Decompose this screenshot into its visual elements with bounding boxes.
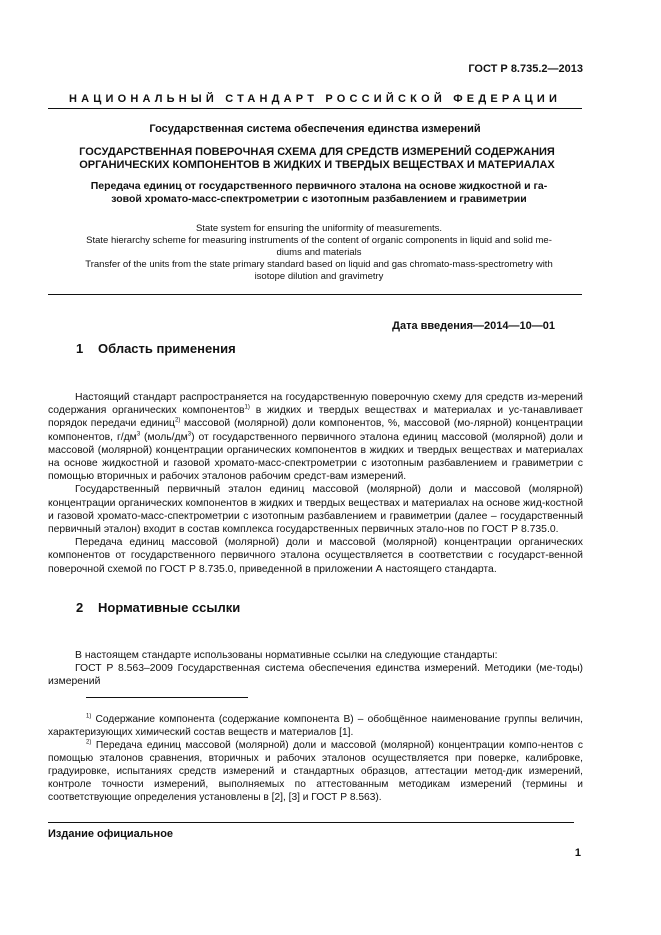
english-title-line: State hierarchy scheme for measuring instruments of the content of organic components in liquid and solid me- [86,235,552,246]
section-2-body [48,649,583,689]
footnote: $^{2)}$ Передача единиц массовой (молярной) доли и массовой (молярной) концентрации компо-нентов с помощью эталонов сравнения, вторичных и рабочих эталонов осуществляется при поверке, калибровке, градуировке, испытаниях средств измерений и стандартных образцов, аттестации метод-дик измерений, контроле точности измерений, выполняемых по аттестованным методикам измерений (термины и соответствующие определения установлены в [2], [3] и ГОСТ Р 8.563). [48,739,583,803]
document-title-line: ГОСУДАРСТВЕННАЯ ПОВЕРОЧНАЯ СХЕМА ДЛЯ СРЕДСТВ ИЗМЕРЕНИЙ СОДЕРЖАНИЯ [79,146,555,158]
title-divider [48,294,582,295]
header-divider [48,108,582,109]
section-1-body [48,391,583,576]
national-standard-heading: НАЦИОНАЛЬНЫЙ СТАНДАРТ РОССИЙСКОЙ ФЕДЕРАЦИИ [68,93,562,105]
section-2-title: Нормативные ссылки [98,600,241,615]
english-title-line: diums and materials [276,247,362,258]
section-2-number: 2 [76,600,84,615]
document-title [62,146,572,172]
document-subtitle [72,180,566,206]
english-title-line: Transfer of the units from the state primary standard based on liquid and gas chromato-mass-spectrometry with [85,259,553,270]
footer-divider [48,822,574,823]
section-1-heading [76,341,236,356]
page-number: 1 [574,847,581,859]
document-title-line: ОРГАНИЧЕСКИХ КОМПОНЕНТОВ В ЖИДКИХ И ТВЕРДЫХ ВЕЩЕСТВАХ И МАТЕРИАЛАХ [79,159,555,171]
document-code: ГОСТ Р 8.735.2—2013 [468,63,583,75]
document-subtitle-line: Передача единиц от государственного первичного эталона на основе жидкостной и га- [90,180,548,192]
paragraph: Передача единиц массовой (молярной) доли и массовой (молярной) концентрации органических компонентов от государственного первичного эталона осуществляется в соответствии с государст-венной поверочной схемой по ГОСТ Р 8.735.0, приведенной в приложении А настоящего стандарта. [48,537,583,575]
introduction-date: Дата введения—2014—10—01 [392,320,555,332]
section-1-title: Область применения [98,341,236,356]
paragraph: В настоящем стандарте использованы нормативные ссылки на следующие стандарты: [75,650,498,661]
paragraph: ГОСТ Р 8.563–2009 Государственная система обеспечения единства измерений. Методики (ме-тоды) измерений [48,663,583,688]
english-title-block [60,223,578,283]
section-2-heading [76,600,240,615]
system-title: Государственная система обеспечения единства измерений [149,123,481,135]
paragraph: Государственный первичный эталон единиц массовой (молярной) доли и массовой (молярной) концентрации органических компонентов в жидких и твердых веществах и материалах на основе жид-костной и газовой хромато-масс-спектрометрии с изотопным разбавлением и гравиметрии (далее – государственный первичный эталон) входит в состав комплекса государственных первичных этало-нов по ГОСТ Р 8.735.0. [48,484,583,536]
english-title-line: State system for ensuring the uniformity of measurements. [195,223,443,234]
section-1-number: 1 [76,341,84,356]
english-title-line: isotope dilution and gravimetry [254,271,384,282]
paragraph: Настоящий стандарт распространяется на государственную поверочную схему для средств из-мерений содержания органических компонентов$^{1)}$ в жидких и твердых веществах и материалах и ус-танавливает порядок передачи единиц$^{2)}$ массовой (молярной) доли компонентов, %, массовой (мо-лярной) концентрации компонентов, $г/дм^3$ $(моль/дм^3)$ от государственного первичного эталона единиц массовой (молярной) доли и массовой (молярной) концентрации органических компонентов в жидких и твердых веществах и материалах на основе жидкостной и газовой хромато-масс-спектрометрии с изотопным разбавлением и гравиметрии с помощью вторичных и рабочих эталонов рабочим средст-вам измерений. [48,392,584,483]
footnote: $^{1)}$ Содержание компонента (содержание компонента В) – обобщённое наименование группы величин, характеризующих химический состав веществ и материалов [1]. [48,713,583,738]
footnote-divider [86,697,248,698]
document-subtitle-line: зовой хромато-масс-спектрометрии с изотопным разбавлением и гравиметрии [111,193,527,205]
footnotes [48,713,583,804]
official-edition-label: Издание официальное [48,828,174,840]
